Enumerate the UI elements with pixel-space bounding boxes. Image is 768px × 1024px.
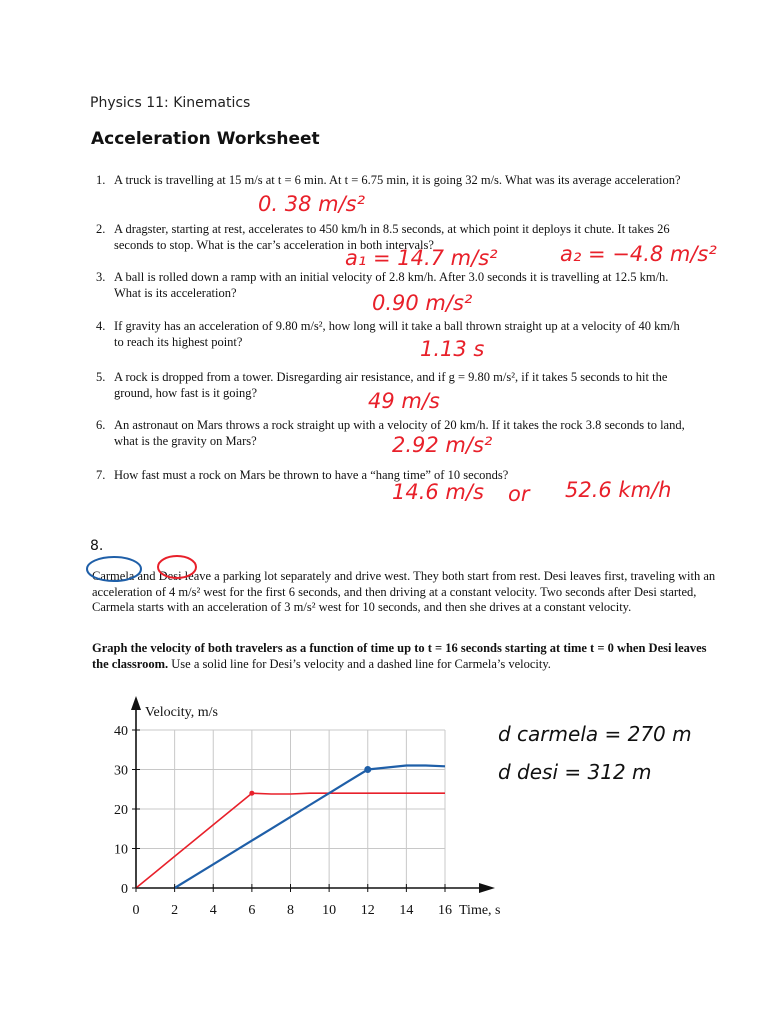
problem-8-paragraph: Carmela and Desi leave a parking lot separately and drive west. They both start from rest. Desi leaves first, traveling with an acceleration of 4 m/s² west for the first 6 seconds, and then driving at a constant velocity. Two seconds after Desi started, Carmela starts with an acceleration of 3 m/s² west for 10 seconds, and then she drives at a constant velocity. [92, 569, 716, 614]
question-text: A rock is dropped from a tower. Disregarding air resistance, and if g = 9.80 m/s², if it takes 5 seconds to hit the ground, how fast is it going? [114, 370, 668, 400]
answer-7-or: or [508, 482, 530, 506]
carmela-circle [87, 557, 141, 581]
y-axis-label: Velocity, m/s [145, 705, 218, 720]
question-number: 3. [96, 270, 106, 284]
question-number: 1. [96, 173, 106, 187]
answer-7-ms: 14.6 m/s [392, 480, 484, 504]
course-title: Physics 11: Kinematics [90, 95, 251, 111]
x-tick-label: 12 [360, 903, 375, 918]
y-tick-label: 20 [114, 803, 128, 818]
series-line-2 [175, 766, 445, 889]
worksheet-title: Acceleration Worksheet [91, 129, 320, 149]
x-tick-label: 16 [438, 903, 452, 918]
instruction-bold: Graph the velocity of both travelers as a function of time up to t = 16 seconds starting at time t = 0 when Desi leaves the classroom. [92, 641, 707, 671]
answer-3: 0.90 m/s² [372, 291, 473, 315]
chart-grid [136, 730, 445, 888]
question-number: 6. [96, 418, 106, 432]
x-tick-label: 4 [209, 903, 217, 918]
x-tick-label: 8 [287, 903, 294, 918]
instruction-rest: Use a solid line for Desi’s velocity and a dashed line for Carmela’s velocity. [168, 656, 551, 671]
x-tick-label: 0 [132, 903, 140, 918]
question-text: A truck is travelling at 15 m/s at t = 6 min. At t = 6.75 min, it is going 32 m/s. What was its average acceleration? [114, 173, 681, 187]
question-text: A ball is rolled down a ramp with an initial velocity of 2.8 km/h. After 3.0 seconds it is travelling at 12.5 km/h. What is its acceleration? [114, 270, 669, 300]
distance-desi: d desi = 312 m [498, 760, 652, 784]
answer-1: 0. 38 m/s² [258, 192, 365, 216]
question-text: How fast must a rock on Mars be thrown to have a “hang time” of 10 seconds? [114, 468, 509, 482]
answer-5: 49 m/s [368, 389, 440, 413]
problem-8-number: 8. [90, 538, 104, 554]
y-axis-arrow [131, 696, 141, 710]
velocity-time-chart [100, 690, 520, 920]
answer-6: 2.92 m/s² [392, 433, 493, 457]
x-axis-label: Time, s [459, 903, 501, 918]
question-text: An astronaut on Mars throws a rock straight up with a velocity of 20 km/h. If it takes the rock 3.8 seconds to land, what is the gravity on Mars? [114, 418, 685, 448]
x-tick-label: 10 [322, 903, 337, 918]
question-number: 4. [96, 319, 106, 333]
question-1 [96, 172, 691, 188]
y-tick-label: 40 [114, 724, 128, 739]
answer-7-kmh: 52.6 km/h [565, 478, 672, 502]
series-marker-1 [249, 791, 254, 796]
question-text: A dragster, starting at rest, accelerates to 450 km/h in 8.5 seconds, at which point it deploys it chute. It takes 26 seconds to stop. What is the car’s acceleration in both intervals? [114, 222, 670, 252]
y-tick-label: 10 [114, 842, 128, 858]
question-4 [96, 318, 691, 350]
series-marker-2 [364, 766, 371, 773]
name-circle-annotations [80, 550, 240, 590]
question-number: 5. [96, 370, 106, 384]
x-tick-label: 2 [171, 903, 179, 918]
question-text: If gravity has an acceleration of 9.80 m/s², how long will it take a ball thrown straight up at a velocity of 40 km/h to reach its highest point? [114, 319, 680, 349]
x-tick-label: 6 [248, 903, 256, 918]
distance-carmela: d carmela = 270 m [498, 722, 692, 746]
x-tick-label: 14 [399, 903, 414, 918]
question-number: 7. [96, 468, 106, 482]
y-tick-label: 0 [121, 882, 128, 897]
desi-circle [158, 556, 196, 578]
answer-2-interval-2: a₂ = −4.8 m/s² [560, 242, 717, 266]
x-axis-arrow [479, 883, 495, 893]
problem-8-instruction [92, 641, 722, 672]
answer-4: 1.13 s [420, 337, 485, 361]
question-number: 2. [96, 222, 106, 236]
y-tick-label: 30 [114, 763, 128, 779]
answer-2-interval-1: a₁ = 14.7 m/s² [345, 246, 498, 270]
chart-axes [131, 696, 495, 893]
